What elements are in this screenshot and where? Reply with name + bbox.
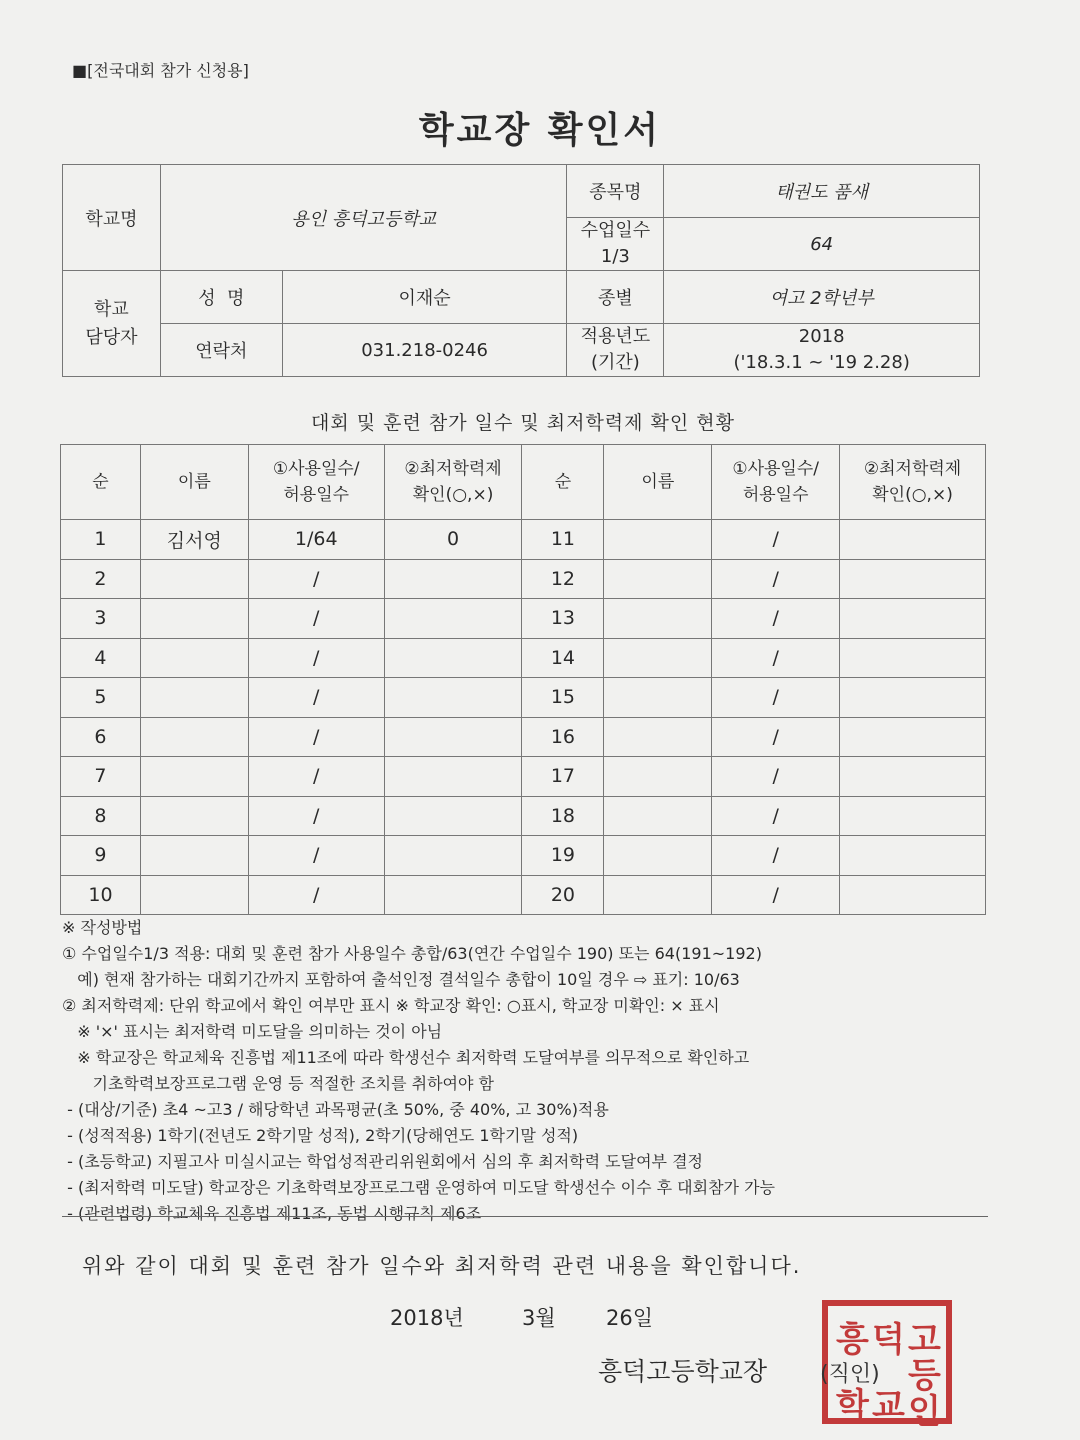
row-name: 김서영 [140, 520, 248, 560]
row-check [384, 875, 522, 915]
table-row [61, 678, 986, 718]
row-days: / [248, 638, 384, 678]
row-no: 6 [61, 717, 141, 757]
divider [62, 1216, 988, 1217]
sport-value: 태권도 품새 [664, 165, 980, 218]
row-check [840, 757, 986, 797]
header-no: 순 [522, 445, 604, 520]
header-name: 이름 [604, 445, 712, 520]
row-no: 12 [522, 559, 604, 599]
row-check [384, 638, 522, 678]
row-days: / [712, 717, 840, 757]
row-days: / [248, 757, 384, 797]
row-check [840, 875, 986, 915]
row-no: 7 [61, 757, 141, 797]
row-days: / [712, 678, 840, 718]
row-days: / [248, 875, 384, 915]
row-name [604, 875, 712, 915]
row-check [840, 599, 986, 639]
row-no: 1 [61, 520, 141, 560]
date-day: 26일 [606, 1306, 654, 1330]
table-subtitle: 대회 및 훈련 참가 일수 및 최저학력제 확인 현황 [310, 412, 736, 434]
row-no: 17 [522, 757, 604, 797]
sport-label: 종목명 [567, 165, 664, 218]
header-check: ②최저학력제 확인(○,×) [384, 445, 522, 520]
school-label: 학교명 [63, 165, 161, 271]
official-seal: 흥 덕 고 등 학 교 인 [822, 1300, 952, 1424]
row-name [140, 678, 248, 718]
phone-label: 연락처 [160, 324, 282, 377]
table-row [61, 599, 986, 639]
row-no: 4 [61, 638, 141, 678]
school-value: 용인 흥덕고등학교 [160, 165, 567, 271]
header-days: ①사용일수/ 허용일수 [712, 445, 840, 520]
confirmation-statement: 위와 같이 대회 및 훈련 참가 일수와 최저학력 관련 내용을 확인합니다. [82, 1254, 802, 1278]
category-label: 종별 [567, 271, 664, 324]
table-row [61, 875, 986, 915]
header-check: ②최저학력제 확인(○,×) [840, 445, 986, 520]
note-line: - (성적적용) 1학기(전년도 2학기말 성적), 2학기(당해연도 1학기말 성적) [62, 1126, 579, 1145]
row-days: / [248, 796, 384, 836]
days-value: 64 [664, 218, 980, 271]
row-days: / [712, 757, 840, 797]
row-name [604, 796, 712, 836]
row-check [384, 559, 522, 599]
row-days: / [712, 836, 840, 876]
row-check [840, 717, 986, 757]
note-line: - (대상/기준) 초4 ~고3 / 해당학년 과목평균(초 50%, 중 40%, 고 30%)적용 [62, 1100, 609, 1119]
row-no: 5 [61, 678, 141, 718]
date-month: 3월 [522, 1306, 556, 1330]
note-line: ※ '×' 표시는 최저학력 미도달을 의미하는 것이 아님 [62, 1022, 443, 1041]
participation-table [60, 444, 986, 915]
row-check [384, 599, 522, 639]
row-name [140, 836, 248, 876]
row-check [840, 638, 986, 678]
row-name [604, 599, 712, 639]
document-title: 학교장 확인서 [418, 110, 662, 151]
table-row [61, 638, 986, 678]
note-line: ※ 작성방법 [62, 918, 143, 937]
row-check: 0 [384, 520, 522, 560]
header-name: 이름 [140, 445, 248, 520]
note-line: ※ 학교장은 학교체육 진흥법 제11조에 따라 학생선수 최저학력 도달여부를 의무적으로 확인하고 [62, 1048, 750, 1067]
table-row [61, 559, 986, 599]
note-line: ① 수업일수1/3 적용: 대회 및 훈련 참가 사용일수 총합/63(연간 수업일수 190) 또는 64(191~192) [62, 944, 762, 963]
row-check [840, 559, 986, 599]
note-line: - (관련법령) 학교체육 진흥법 제11조, 동법 시행규칙 제6조 [62, 1204, 482, 1223]
header-days: ①사용일수/ 허용일수 [248, 445, 384, 520]
row-name [140, 875, 248, 915]
date-year: 2018년 [390, 1306, 464, 1330]
row-no: 19 [522, 836, 604, 876]
row-name [604, 638, 712, 678]
row-days: / [248, 717, 384, 757]
row-name [140, 796, 248, 836]
row-no: 18 [522, 796, 604, 836]
row-name [140, 757, 248, 797]
row-no: 8 [61, 796, 141, 836]
row-check [840, 678, 986, 718]
row-days: / [248, 678, 384, 718]
row-no: 9 [61, 836, 141, 876]
row-days: / [712, 599, 840, 639]
row-days: / [248, 599, 384, 639]
name-label: 성 명 [160, 271, 282, 324]
table-row [61, 520, 986, 560]
contact-label: 학교 담당자 [63, 271, 161, 377]
note-line: - (최저학력 미도달) 학교장은 기초학력보장프로그램 운영하여 미도달 학생선수 이수 후 대회참가 가능 [62, 1178, 775, 1197]
row-name [604, 717, 712, 757]
row-name [140, 599, 248, 639]
note-line: 예) 현재 참가하는 대회기간까지 포함하여 출석인정 결석일수 총합이 10일 경우 ⇨ 표기: 10/63 [62, 970, 740, 989]
year-value: 2018 ('18.3.1 ~ '19 2.28) [664, 324, 980, 377]
signer-name: 흥덕고등학교장 [598, 1357, 768, 1386]
row-days: / [712, 796, 840, 836]
row-name [140, 559, 248, 599]
row-check [384, 836, 522, 876]
row-check [384, 796, 522, 836]
row-days: / [712, 559, 840, 599]
row-no: 16 [522, 717, 604, 757]
row-no: 15 [522, 678, 604, 718]
table-row [61, 717, 986, 757]
row-check [384, 757, 522, 797]
row-check [840, 796, 986, 836]
row-no: 3 [61, 599, 141, 639]
row-no: 10 [61, 875, 141, 915]
table-row [61, 796, 986, 836]
row-no: 14 [522, 638, 604, 678]
row-name [604, 836, 712, 876]
row-no: 13 [522, 599, 604, 639]
row-no: 20 [522, 875, 604, 915]
phone-value: 031.218-0246 [282, 324, 567, 377]
row-no: 2 [61, 559, 141, 599]
row-name [604, 757, 712, 797]
note-line: 기초학력보장프로그램 운영 등 적절한 조치를 취하여야 함 [62, 1074, 494, 1093]
table-row [61, 836, 986, 876]
info-table [62, 164, 980, 377]
row-name [604, 559, 712, 599]
row-days: / [712, 875, 840, 915]
note-line: - (초등학교) 지필고사 미실시교는 학업성적관리위원회에서 심의 후 최저학력 도달여부 결정 [62, 1152, 703, 1171]
row-days: / [248, 836, 384, 876]
row-name [604, 520, 712, 560]
days-label: 수업일수 1/3 [567, 218, 664, 271]
row-check [384, 678, 522, 718]
note-line: ② 최저학력제: 단위 학교에서 확인 여부만 표시 ※ 학교장 확인: ○표시, 학교장 미확인: × 표시 [62, 996, 720, 1015]
header-no: 순 [61, 445, 141, 520]
category-value: 여고 2학년부 [664, 271, 980, 324]
row-check [840, 836, 986, 876]
row-check [384, 717, 522, 757]
row-days: / [712, 638, 840, 678]
row-name [140, 717, 248, 757]
row-check [840, 520, 986, 560]
instructions [62, 915, 992, 1227]
stamp-label: (직인) [820, 1362, 880, 1387]
form-tag: ■[전국대회 참가 신청용] [72, 61, 249, 80]
row-days: / [712, 520, 840, 560]
row-days: 1/64 [248, 520, 384, 560]
year-label: 적용년도 (기간) [567, 324, 664, 377]
table-row [61, 757, 986, 797]
row-no: 11 [522, 520, 604, 560]
row-name [604, 678, 712, 718]
row-name [140, 638, 248, 678]
name-value: 이재순 [282, 271, 567, 324]
row-days: / [248, 559, 384, 599]
